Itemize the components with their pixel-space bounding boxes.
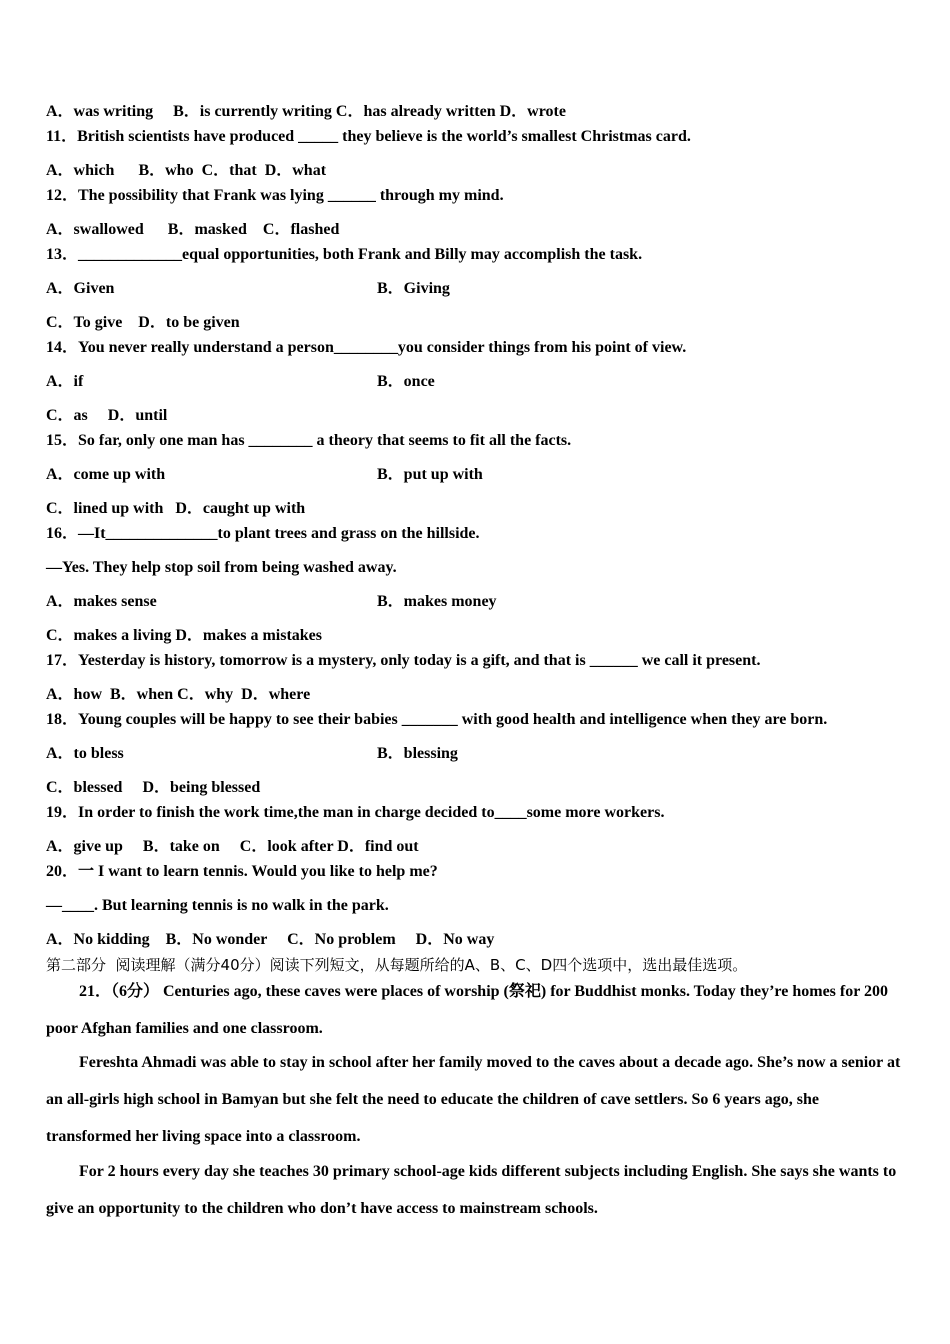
question-15: 15．So far, only one man has ________ a theory that seems to fit all the facts. — [46, 432, 572, 449]
q20-reply: —____. But learning tennis is no walk in the park. — [46, 897, 389, 914]
question-17: 17．Yesterday is history, tomorrow is a mystery, only today is a gift, and that is ______ we call it present. — [46, 652, 761, 669]
section-heading: 第二部分 阅读理解（满分40分）阅读下列短文，从每题所给的A、B、C、D四个选项中，选出最佳选项。 — [46, 956, 748, 974]
q18-option-b: B．blessing — [377, 745, 458, 762]
question-20: 20．一 I want to learn tennis. Would you like to help me? — [46, 863, 438, 880]
q13-option-a: A．Given — [46, 280, 115, 297]
q16-options-cd: C．makes a living D．makes a mistakes — [46, 627, 323, 644]
q10-options: A．was writing B．is currently writing C．has already written D．wrote — [46, 103, 566, 120]
passage-text: 21．（6分） Centuries ago, these caves were places of worship (祭祀) for Buddhist monks. Today they’re homes for 200 poor Afghan families and one classroom. — [46, 983, 889, 1037]
question-11: 11．British scientists have produced _____ they believe is the world’s smallest Christmas card. — [46, 128, 691, 145]
q15-option-b: B．put up with — [377, 466, 483, 483]
question-19: 19．In order to finish the work time,the man in charge decided to____some more workers. — [46, 804, 665, 821]
question-14: 14．You never really understand a person________you consider things from his point of view. — [46, 339, 687, 356]
q16-option-b: B．makes money — [377, 593, 497, 610]
q14-option-a: A．if — [46, 373, 84, 390]
q14-option-b: B．once — [377, 373, 435, 390]
passage-paragraph-2 — [46, 1044, 906, 1155]
q18-option-a: A．to bless — [46, 745, 124, 762]
question-16: 16．—It______________to plant trees and grass on the hillside. — [46, 525, 480, 542]
passage-text: Fereshta Ahmadi was able to stay in school after her family moved to the caves about a decade ago. She’s now a senior at an all-girls high school in Bamyan but she felt the need to educate the children of cave settlers. So 6 years ago, she transformed her living space into a classroom. — [46, 1054, 901, 1145]
q13-option-b: B．Giving — [377, 280, 450, 297]
q13-options-cd: C．To give D．to be given — [46, 314, 240, 331]
q11-options: A．which B．who C．that D．what — [46, 162, 327, 179]
q12-options: A．swallowed B．masked C．flashed — [46, 221, 340, 238]
passage-paragraph-1 — [46, 973, 906, 1047]
q15-options-cd: C．lined up with D．caught up with — [46, 500, 306, 517]
q20-options: A．No kidding B．No wonder C．No problem D．No way — [46, 931, 495, 948]
passage-text: For 2 hours every day she teaches 30 primary school-age kids different subjects including English. She says she wants to give an opportunity to the children who don’t have access to mainstream schools. — [46, 1163, 897, 1217]
q16-reply: —Yes. They help stop soil from being washed away. — [46, 559, 397, 576]
q14-options-cd: C．as D．until — [46, 407, 168, 424]
question-12: 12．The possibility that Frank was lying ______ through my mind. — [46, 187, 504, 204]
q19-options: A．give up B．take on C．look after D．find out — [46, 838, 419, 855]
question-18: 18．Young couples will be happy to see their babies _______ with good health and intelligence when they are born. — [46, 711, 828, 728]
passage-paragraph-3 — [46, 1153, 906, 1227]
q16-option-a: A．makes sense — [46, 593, 157, 610]
question-13: 13．_____________equal opportunities, both Frank and Billy may accomplish the task. — [46, 246, 643, 263]
q15-option-a: A．come up with — [46, 466, 166, 483]
q17-options: A．how B．when C．why D．where — [46, 686, 311, 703]
q18-options-cd: C．blessed D．being blessed — [46, 779, 261, 796]
